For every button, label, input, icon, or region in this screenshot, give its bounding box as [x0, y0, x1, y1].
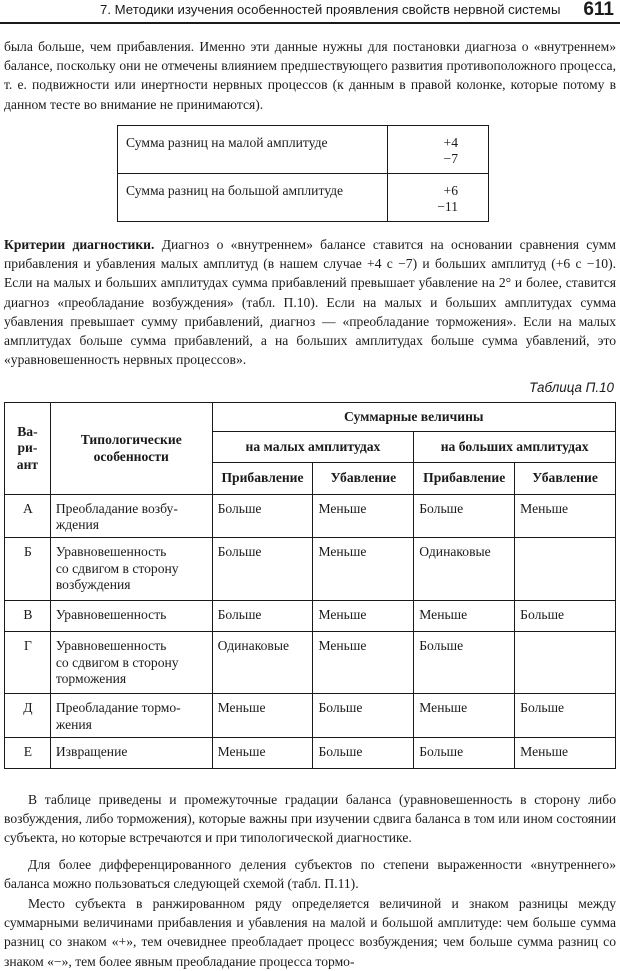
column-header-variant: Ва- ри- ант	[5, 403, 51, 495]
cell-small-sub: Меньше	[313, 538, 414, 601]
table-row	[118, 174, 489, 222]
table-row	[5, 538, 616, 601]
cell-large-sub: Меньше	[515, 495, 616, 538]
row-label: Сумма разниц на большой амплитуде	[118, 174, 388, 222]
cell-small-add: Одинаковые	[212, 632, 313, 694]
table-header-row	[5, 403, 616, 432]
cell-variant: В	[5, 601, 51, 632]
cell-variant: Б	[5, 538, 51, 601]
page-number: 611	[583, 0, 614, 20]
cell-features: Преобладание тормо- жения	[50, 694, 212, 737]
row-label: Сумма разниц на малой амплитуде	[118, 126, 388, 174]
difference-sums-table	[117, 125, 489, 222]
cell-small-add: Больше	[212, 495, 313, 538]
cell-features: Уравновешенность со сдвигом в сторону торможения	[50, 632, 212, 694]
cell-large-add: Больше	[414, 737, 515, 768]
table-row	[118, 126, 489, 174]
column-header-totals: Суммарные величины	[212, 403, 615, 432]
value-positive: +4	[443, 135, 458, 150]
cell-large-add: Больше	[414, 495, 515, 538]
criteria-heading: Критерии диагностики.	[4, 237, 155, 252]
column-header-add: Прибавление	[212, 463, 313, 495]
cell-small-sub: Меньше	[313, 495, 414, 538]
cell-large-sub: Меньше	[515, 737, 616, 768]
value-positive: +6	[443, 183, 458, 198]
cell-small-add: Меньше	[212, 737, 313, 768]
table-row	[5, 632, 616, 694]
cell-features: Уравновешенность со сдвигом в сторону возбуждения	[50, 538, 212, 601]
cell-features: Уравновешенность	[50, 601, 212, 632]
column-header-sub: Убавление	[313, 463, 414, 495]
cell-small-add: Больше	[212, 538, 313, 601]
running-header	[0, 0, 620, 24]
cell-small-sub: Меньше	[313, 632, 414, 694]
cell-large-add: Меньше	[414, 601, 515, 632]
cell-small-sub: Меньше	[313, 601, 414, 632]
value-negative: −11	[437, 199, 458, 214]
cell-variant: Е	[5, 737, 51, 768]
cell-large-add: Одинаковые	[414, 538, 515, 601]
intro-paragraph: была больше, чем прибавления. Именно эти данные нужны для постановки диагноза о «внутреннем» балансе, поскольку они не отмечены влиянием предшествующего развития противоположного процесса, т. е. подвижности или инертности нервных процессов (к данным в правой колонке, которые потому в данном тесте во внимание не принимаются).	[4, 39, 616, 112]
cell-variant: Д	[5, 694, 51, 737]
table-row	[5, 694, 616, 737]
table-caption: Таблица П.10	[529, 380, 614, 395]
row-values	[388, 174, 489, 222]
cell-large-sub: Больше	[515, 601, 616, 632]
row-values	[388, 126, 489, 174]
cell-large-sub	[515, 538, 616, 601]
cell-large-add: Больше	[414, 632, 515, 694]
cell-small-add: Больше	[212, 601, 313, 632]
column-header-features: Типологические особенности	[50, 403, 212, 495]
column-header-sub: Убавление	[515, 463, 616, 495]
cell-small-sub: Больше	[313, 737, 414, 768]
criteria-paragraph	[4, 235, 616, 369]
cell-features: Извращение	[50, 737, 212, 768]
closing-paragraph-2: Для более дифференцированного деления субъектов по степени выраженности «внутреннего» баланса можно пользоваться следующей схемой (табл. П.11).	[4, 857, 616, 892]
cell-large-sub	[515, 632, 616, 694]
typology-table	[4, 402, 616, 769]
cell-large-sub: Больше	[515, 694, 616, 737]
table-row	[5, 737, 616, 768]
cell-small-add: Меньше	[212, 694, 313, 737]
closing-paragraph-3: Место субъекта в ранжированном ряду определяется величиной и знаком разницы между суммарными величинами прибавления и убавления на малой и большой амплитуде: чем больше сумма разниц со знаком «+», тем очевиднее преобладает процесс возбуждения; чем больше сумма разниц со знаком «−», тем более явным преобладание процесса тормо-	[4, 896, 616, 969]
table-row	[5, 495, 616, 538]
cell-large-add: Меньше	[414, 694, 515, 737]
column-header-large: на больших амплитудах	[414, 432, 616, 463]
criteria-text: Диагноз о «внутреннем» балансе ставится на основании сравнения сумм прибавления и убавления малых амплитуд (в нашем случае +4 с −7) и больших амплитуд (+6 с −10). Если на малых и больших амплитудах сумма прибавлений превышает убавление на 2° и более, ставится диагноз «преобладание возбуждения» (табл. П.10). Если на малых и больших амплитудах сумма убавления превышает сумму прибавлений, диагноз — «преобладание торможения». Если на малых амплитудах больше сумма прибавлений, а на больших амплитудах больше сумма убавлений, это «уравновешенность нервных процессов».	[4, 237, 616, 368]
value-negative: −7	[443, 151, 458, 166]
closing-paragraph-1: В таблице приведены и промежуточные градации баланса (уравновешенность в сторону либо возбуждения, либо торможения), которые важны при изучении сдвига баланса в том или ином состоянии субъекта, но которые встречаются и при типологической диагностике.	[4, 792, 616, 846]
column-header-add: Прибавление	[414, 463, 515, 495]
running-title: 7. Методики изучения особенностей проявления свойств нервной системы	[100, 2, 561, 17]
column-header-small: на малых амплитудах	[212, 432, 414, 463]
cell-small-sub: Больше	[313, 694, 414, 737]
cell-variant: А	[5, 495, 51, 538]
cell-variant: Г	[5, 632, 51, 694]
table-row	[5, 601, 616, 632]
cell-features: Преобладание возбу- ждения	[50, 495, 212, 538]
